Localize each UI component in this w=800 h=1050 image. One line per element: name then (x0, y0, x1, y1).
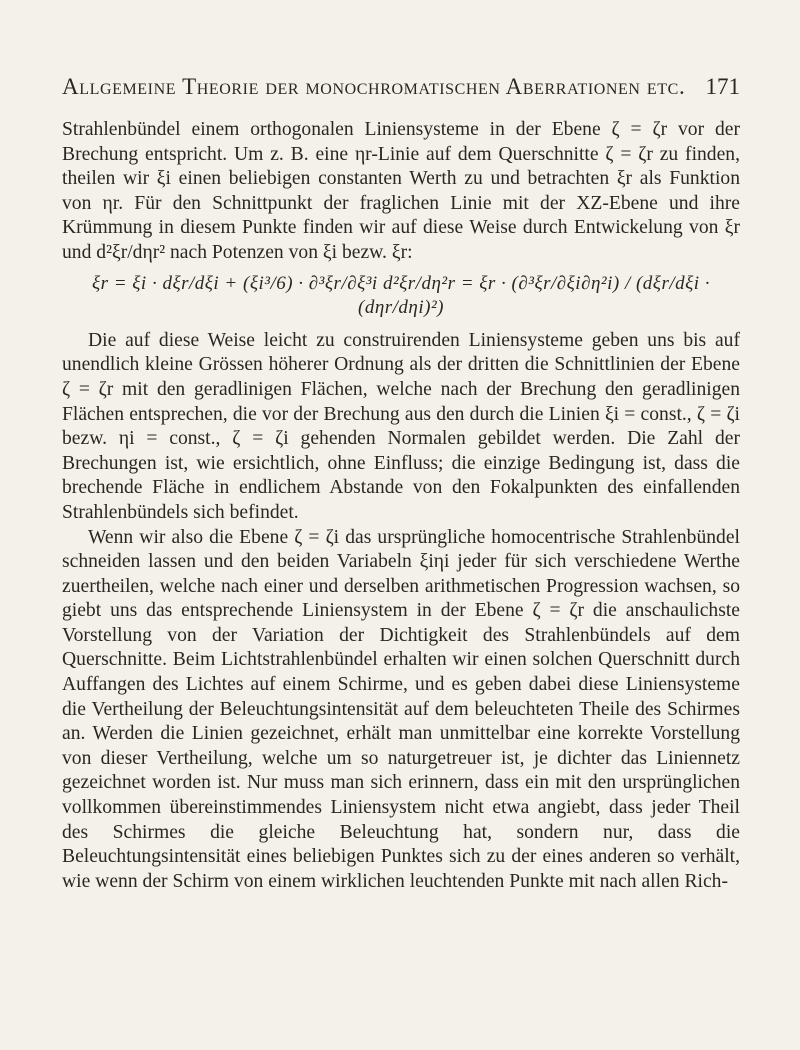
paragraph-1: Strahlenbündel einem orthogonalen Liniensysteme in der Ebene ζ = ζr vor der Brechung entspricht. Um z. B. eine ηr-Linie auf dem Querschnitte ζ = ζr zu finden, theilen wir ξi einen beliebigen constanten Werth zu und betrachten ξr als Funktion von ηr. Für den Schnittpunkt der fraglichen Linie mit der XZ-Ebene und ihre Krümmung in diesem Punkte finden wir auf diese Weise durch Entwickelung von ξr und d²ξr/dηr² nach Potenzen von ξi bezw. ξr: (62, 119, 740, 263)
formula-block: ξr = ξi · dξr/dξi + (ξi³/6) · ∂³ξr/∂ξ³i d²ξr/dη²r = ξr · (∂³ξr/∂ξi∂η²i) / (dξr/dξi · (dηr/dηi)²) (91, 272, 711, 319)
running-header (62, 74, 740, 100)
paragraph-3: Wenn wir also die Ebene ζ = ζi das ursprüngliche homocentrische Strahlenbündel schneiden lassen und den beiden Variabeln ξiηi jeder für sich verschiedene Werthe zuertheilen, welche nach einer und derselben arithmetischen Progression wachsen, so giebt uns das entsprechende Liniensystem in der Ebene ζ = ζr die anschaulichste Vorstellung von der Variation der Dichtigkeit des Strahlenbündels auf dem Querschnitte. Beim Lichtstrahlenbündel erhalten wir einen solchen Querschnitt durch Auffangen des Lichtes auf einem Schirme, und es geben dabei diese Liniensysteme die Vertheilung der Beleuchtungsintensität auf dem beleuchteten Theile des Schirmes an. Werden die Linien gezeichnet, erhält man unmittelbar eine korrekte Vorstellung von dieser Vertheilung, welche um so naturgetreuer ist, je dichter das Liniennetz gezeichnet worden ist. Nur muss man sich erinnern, dass ein mit den ursprünglichen vollkommen übereinstimmendes Liniensystem nicht etwa angiebt, dass jeder Theil des Schirmes die gleiche Beleuchtung hat, sondern nur, dass die Beleuchtungsintensität eines beliebigen Punktes sich zu der eines anderen so verhält, wie wenn der Schirm von einem wirklichen leuchtenden Punkte mit nach allen Rich- (62, 526, 740, 892)
text-body (62, 118, 740, 894)
page-number: 171 (705, 74, 740, 99)
header-title: Allgemeine Theorie der monochromatischen Aberrationen etc. (62, 74, 686, 99)
paragraph-2: Die auf diese Weise leicht zu construirenden Liniensysteme geben uns bis auf unendlich kleine Grössen höherer Ordnung als der dritten die Schnittlinien der Ebene ζ = ζr mit den geradlinigen Flächen, welche nach der Brechung den geradlinigen Flächen entsprechen, die vor der Brechung aus den durch die Linien ξi = const., ζ = ζi bezw. ηi = const., ζ = ζi gehenden Normalen gebildet werden. Die Zahl der Brechungen ist, wie ersichtlich, ohne Einfluss; die einzige Bedingung ist, dass die brechende Fläche in endlichem Abstande von den Fokalpunkten des einfallenden Strahlenbündels sich befindet. (62, 329, 740, 523)
